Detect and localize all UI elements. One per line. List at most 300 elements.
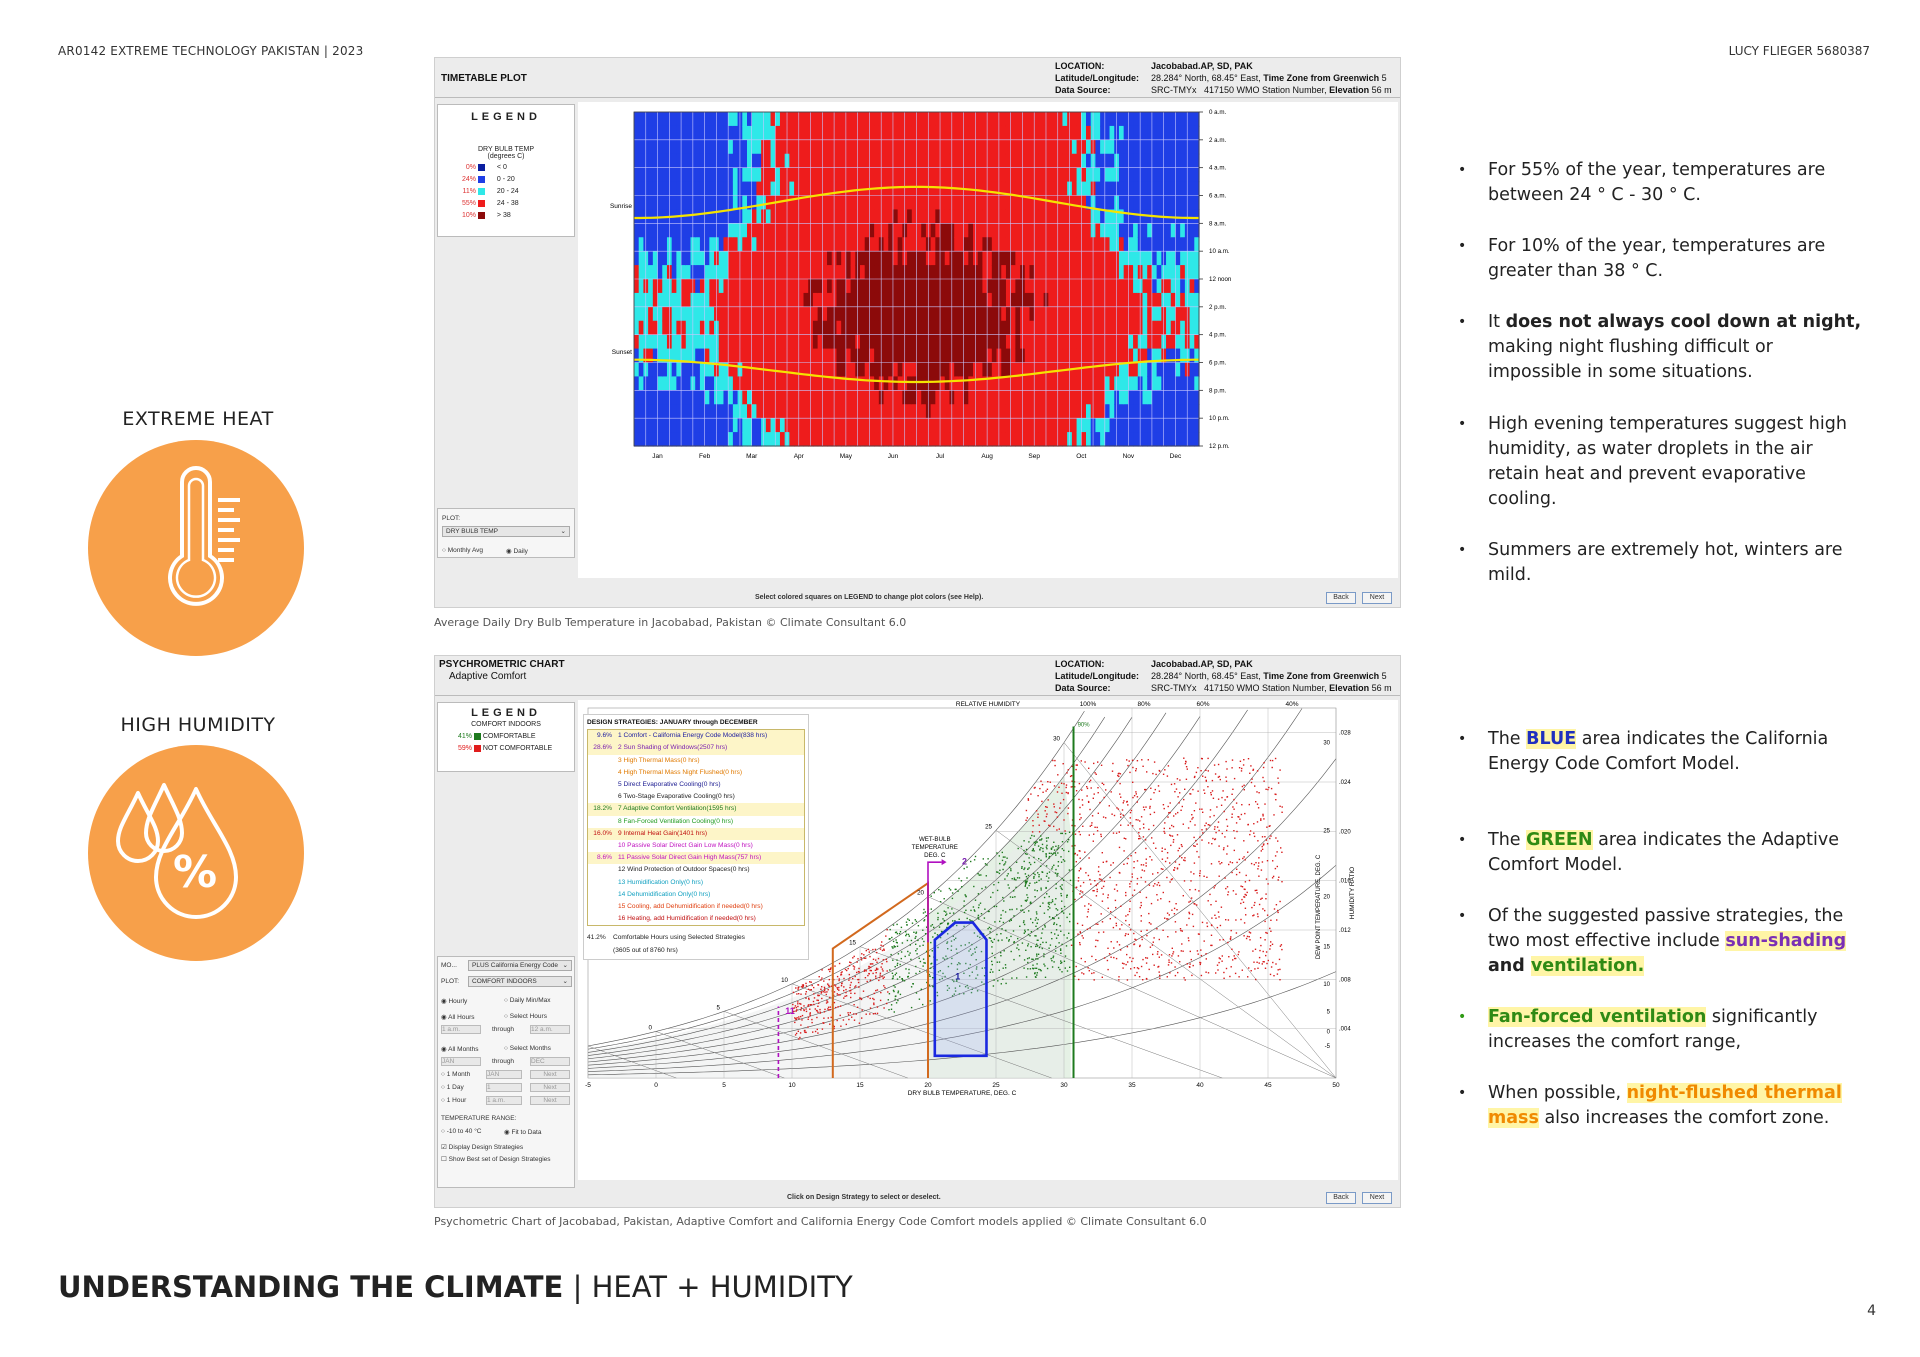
data-point [994,957,995,958]
month-to[interactable]: DEC [530,1057,570,1066]
data-point [882,970,883,971]
legend-row[interactable]: 0% < 0 [465,164,507,171]
heatmap-cell [1025,404,1030,419]
heatmap-cell [822,349,827,364]
heatmap-cell [1081,376,1086,391]
data-point [880,1000,881,1001]
data-point [1186,766,1187,767]
data-point [1118,979,1119,980]
legend-row[interactable]: 24% 0 - 20 [461,176,515,183]
data-point [1143,836,1144,837]
data-point [1024,930,1025,931]
check-display-strategies[interactable]: ☑ Display Design Strategies [441,1144,524,1151]
model-select[interactable]: PLUS California Energy Code ⌄ [468,960,572,971]
heatmap-cell [992,307,997,322]
data-point [830,1006,831,1007]
timetable-back-button[interactable]: Back [1326,592,1356,604]
data-point [1145,862,1146,863]
data-point [1257,804,1258,805]
heatmap-cell [1138,279,1143,294]
heatmap-cell [1152,126,1157,141]
data-point [1265,898,1266,899]
heatmap-cell [681,196,686,211]
heatmap-cell [832,154,837,169]
data-point [989,927,990,928]
data-point [828,985,829,986]
data-point [829,979,830,980]
heatmap-cell [634,390,639,405]
data-point [1123,815,1124,816]
heatmap-cell [949,279,954,294]
heatmap-cell [992,182,997,197]
heatmap-cell [691,168,696,183]
data-point [931,908,932,909]
heatmap-cell [705,293,710,308]
data-point [1135,791,1136,792]
plot-select-psychro[interactable]: COMFORT INDOORS ⌄ [468,976,572,987]
heatmap-cell [846,390,851,405]
heatmap-cell [1048,335,1053,350]
data-point [1227,886,1228,887]
heatmap-cell [756,168,761,183]
data-point [1042,851,1043,852]
data-point [1140,907,1141,908]
heatmap-cell [1138,223,1143,238]
data-point [896,973,897,974]
heatmap-cell [902,209,907,224]
data-point [1001,939,1002,940]
heatmap-cell [987,168,992,183]
radio-select-hours[interactable]: ○ Select Hours [504,1013,547,1020]
heatmap-cell [1133,349,1138,364]
heatmap-cell [851,307,856,322]
data-point [1006,858,1007,859]
heatmap-cell [1180,363,1185,378]
data-point [1208,842,1209,843]
data-point [1247,892,1248,893]
heatmap-cell [1128,335,1133,350]
heatmap-cell [719,307,724,322]
heatmap-cell [869,279,874,294]
heatmap-cell [1015,126,1020,141]
heatmap-cell [672,335,677,350]
data-point [1171,955,1172,956]
legend-swatch[interactable] [478,188,485,195]
data-point [1035,841,1036,842]
heatmap-cell [658,196,663,211]
data-point [1152,773,1153,774]
data-point [915,938,916,939]
data-point [1105,817,1106,818]
heatmap-cell [695,196,700,211]
data-point [1037,817,1038,818]
month-from[interactable]: JAN [441,1057,481,1066]
data-point [1180,930,1181,931]
heatmap-cell [742,168,747,183]
heatmap-cell [949,154,954,169]
radio-1-hour[interactable]: ○ 1 Hour [441,1097,467,1104]
heatmap-cell [681,154,686,169]
heatmap-cell [681,376,686,391]
data-point [1075,769,1076,770]
heatmap-cell [780,112,785,127]
radio-daily-minmax[interactable]: ○ Daily Min/Max [504,997,551,1004]
data-point [1232,862,1233,863]
data-point [1188,918,1189,919]
heatmap-cell [634,307,639,322]
psychro-legend[interactable]: LEGEND COMFORT INDOORS 41% COMFORTABLE 59% NOT COMFORTABLE [437,702,575,772]
data-point [1079,942,1080,943]
data-point [1157,966,1158,967]
heatmap-cell [1143,209,1148,224]
heatmap-cell [634,140,639,155]
data-point [975,856,976,857]
radio-select-months[interactable]: ○ Select Months [504,1045,551,1052]
heatmap-cell [898,293,903,308]
heatmap-cell [992,237,997,252]
heatmap-cell [1086,209,1091,224]
heatmap-cell [846,196,851,211]
radio-all-hours[interactable]: ◉ All Hours [441,1014,475,1021]
data-point [834,965,835,966]
data-point [1046,816,1047,817]
heatmap-cell [1180,126,1185,141]
data-point [1256,892,1257,893]
data-point [900,931,901,932]
heatmap-cell [940,140,945,155]
data-point [1254,905,1255,906]
legend-swatch[interactable] [478,212,485,219]
heatmap-cell [648,432,653,447]
data-point [1173,870,1174,871]
data-point [944,911,945,912]
data-point [1180,810,1181,811]
data-point [867,996,868,997]
heatmap-cell [1105,112,1110,127]
heatmap-cell [709,321,714,336]
heatmap-cell [1128,293,1133,308]
data-point [1141,877,1142,878]
data-point [1056,908,1057,909]
data-point [1231,949,1232,950]
data-point [1232,759,1233,760]
data-point [1080,890,1081,891]
data-point [1088,801,1089,802]
data-point [994,939,995,940]
radio-daily[interactable]: ◉ Daily [506,548,528,555]
data-point [1143,807,1144,808]
data-point [1010,870,1011,871]
data-point [844,996,845,997]
data-point [1084,905,1085,906]
data-point [1035,946,1036,947]
heatmap-cell [813,182,818,197]
data-point [1089,809,1090,810]
data-point [1206,958,1207,959]
plot-select[interactable]: DRY BULB TEMP ⌄ [442,526,570,537]
heatmap-cell [822,112,827,127]
data-point [1201,809,1202,810]
heatmap-cell [884,168,889,183]
heatmap-cell [1152,432,1157,447]
heatmap-cell [964,307,969,322]
heatmap-cell [742,154,747,169]
data-point [867,981,868,982]
heatmap-cell [902,404,907,419]
heatmap-cell [822,390,827,405]
data-point [1129,911,1130,912]
data-point [888,1009,889,1010]
heatmap-cell [832,196,837,211]
heatmap-cell [756,404,761,419]
data-point [1094,772,1095,773]
heatmap-cell [1001,390,1006,405]
legend-row[interactable]: 10% > 38 [461,212,511,219]
data-point [1168,959,1169,960]
data-point [1208,770,1209,771]
heatmap-cell [973,223,978,238]
data-point [1136,768,1137,769]
heatmap-cell [973,349,978,364]
heatmap-cell [1133,418,1138,433]
heatmap-cell [691,126,696,141]
heatmap-cell [978,293,983,308]
psychro-subtitle: Adaptive Comfort [449,671,527,682]
data-point [1107,969,1108,970]
legend-swatch[interactable] [478,200,485,207]
heatmap-cell [836,126,841,141]
data-point [1080,858,1081,859]
data-point [872,998,873,999]
heatmap-cell [686,237,691,252]
data-point [999,863,1000,864]
legend-swatch[interactable] [478,164,485,171]
heatmap-cell [775,390,780,405]
heatmap-cell [672,196,677,211]
radio-fit-to-data[interactable]: ◉ Fit to Data [504,1129,542,1136]
heatmap-cell [1001,265,1006,280]
data-point [1058,861,1059,862]
heatmap-cell [1190,237,1195,252]
heatmap-cell [799,404,804,419]
data-point [1141,759,1142,760]
data-point [1116,925,1117,926]
data-point [1239,767,1240,768]
radio-monthly-avg[interactable]: ○ Monthly Avg [442,547,484,554]
data-point [1281,812,1282,813]
heatmap-cell [1180,335,1185,350]
data-point [837,987,838,988]
heatmap-cell [940,404,945,419]
heatmap-cell [775,349,780,364]
data-point [1084,852,1085,853]
radio-1-day[interactable]: ○ 1 Day [441,1084,464,1091]
heatmap-cell [1095,418,1100,433]
heatmap-cell [1039,418,1044,433]
heatmap-cell [733,335,738,350]
data-point [826,994,827,995]
data-point [1177,796,1178,797]
data-point [1268,787,1269,788]
heatmap-cell [1044,418,1049,433]
heatmap-cell [1062,293,1067,308]
data-point [1008,873,1009,874]
legend-row[interactable]: 59% NOT COMFORTABLE [458,745,553,752]
data-point [1146,771,1147,772]
heatmap-cell [648,390,653,405]
data-point [1062,848,1063,849]
timetable-legend-entries[interactable]: DRY BULB TEMP (degrees C) 0% < 0 24% 0 - 20 11% 20 - 24 55% 24 - 38 10% > 38 [437,142,575,237]
data-point [1217,927,1218,928]
heatmap-cell [691,307,696,322]
heatmap-cell [945,196,950,211]
data-point [940,923,941,924]
data-point [1278,782,1279,783]
heatmap-cell [695,279,700,294]
data-point [1167,775,1168,776]
legend-swatch[interactable] [478,176,485,183]
data-point [1083,882,1084,883]
heatmap-cell [869,154,874,169]
data-point [1215,918,1216,919]
heatmap-cell [789,182,794,197]
heatmap-cell [1105,223,1110,238]
data-point [1016,977,1017,978]
heatmap-cell [648,335,653,350]
data-point [1099,878,1100,879]
data-point [1154,761,1155,762]
data-point [1030,968,1031,969]
heatmap-cell [1143,404,1148,419]
data-point [801,986,802,987]
data-point [1227,942,1228,943]
heatmap-cell [766,376,771,391]
data-point [1079,819,1080,820]
heatmap-cell [1015,223,1020,238]
psychrometric-panel [434,655,1401,1208]
data-point [1009,920,1010,921]
heatmap-cell [978,390,983,405]
data-point [979,874,980,875]
heatmap-cell [846,251,851,266]
legend-swatch[interactable] [474,745,481,752]
data-point [1043,956,1044,957]
heatmap-cell [954,279,959,294]
data-point [1130,855,1131,856]
data-point [1185,763,1186,764]
data-point [1040,888,1041,889]
heatmap-cell [973,154,978,169]
month-tick-label: Dec [1169,453,1182,460]
heatmap-cell [634,265,639,280]
data-point [1028,798,1029,799]
timetable-next-button[interactable]: Next [1362,592,1392,604]
heatmap-cell [756,140,761,155]
heatmap-cell [756,126,761,141]
legend-row[interactable]: 41% COMFORTABLE [458,733,536,740]
heatmap-cell [799,223,804,238]
heatmap-cell [681,265,686,280]
data-point [965,894,966,895]
radio-all-months[interactable]: ◉ All Months [441,1046,479,1053]
heatmap-cell [705,251,710,266]
heatmap-cell [851,279,856,294]
heatmap-cell [851,335,856,350]
heatmap-cell [898,349,903,364]
heatmap-cell [752,154,757,169]
data-point [1193,926,1194,927]
data-point [1228,864,1229,865]
data-point [1173,815,1174,816]
heatmap-cell [766,140,771,155]
data-point [1119,944,1120,945]
radio-1-month[interactable]: ○ 1 Month [441,1071,471,1078]
legend-swatch[interactable] [474,733,481,740]
heatmap-cell [658,279,663,294]
heatmap-cell [874,237,879,252]
data-point [1080,834,1081,835]
heatmap-cell [1058,432,1063,447]
data-point [964,912,965,913]
data-point [1130,881,1131,882]
heatmap-cell [879,363,884,378]
heatmap-cell [1086,335,1091,350]
data-point [824,990,825,991]
heatmap-cell [634,154,639,169]
data-point [980,903,981,904]
data-point [1097,787,1098,788]
heatmap-cell [1110,182,1115,197]
legend-row[interactable]: 11% 20 - 24 [462,188,519,195]
data-point [1023,840,1024,841]
data-point [1067,841,1068,842]
data-point [1168,812,1169,813]
heatmap-cell [954,112,959,127]
data-point [1214,885,1215,886]
heatmap-cell [964,293,969,308]
heatmap-cell [921,349,926,364]
hour-from[interactable]: 1 a.m. [441,1025,481,1034]
heatmap-cell [1044,265,1049,280]
data-point [930,925,931,926]
hour-to[interactable]: 12 a.m. [530,1025,570,1034]
heatmap-cell [799,432,804,447]
data-point [885,935,886,936]
heatmap-cell [907,209,912,224]
heatmap-cell [978,237,983,252]
data-point [861,1017,862,1018]
heatmap-cell [1086,363,1091,378]
heatmap-cell [1152,168,1157,183]
heatmap-cell [822,335,827,350]
heatmap-cell [893,335,898,350]
legend-row[interactable]: 55% 24 - 38 [461,200,519,207]
check-best-strategies[interactable]: ☐ Show Best set of Design Strategies [441,1156,551,1163]
data-point [1027,968,1028,969]
data-point [1254,902,1255,903]
data-point [1057,849,1058,850]
data-point [877,989,878,990]
data-point [1095,946,1096,947]
heatmap-cell [1044,251,1049,266]
data-point [837,1020,838,1021]
data-point [1141,864,1142,865]
heatmap-cell [1086,390,1091,405]
radio-range-fixed[interactable]: ○ -10 to 40 °C [441,1128,482,1135]
radio-hourly[interactable]: ◉ Hourly [441,998,468,1005]
data-point [1155,848,1156,849]
data-point [1024,924,1025,925]
